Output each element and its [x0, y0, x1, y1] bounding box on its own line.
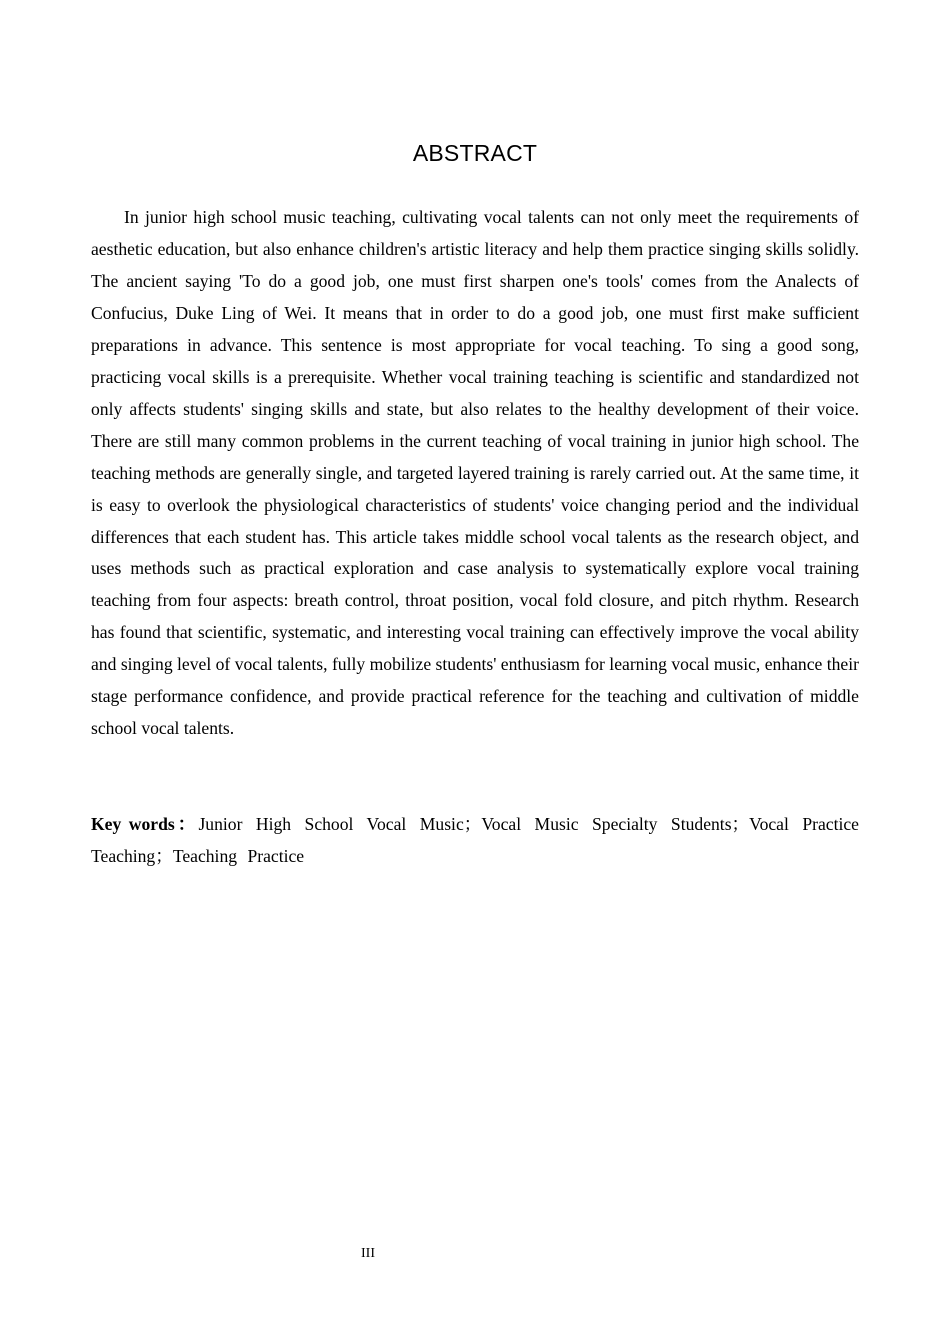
page-number: III — [361, 1246, 375, 1261]
keywords-list: Junior High School Vocal Music；Vocal Music Specialty Students；Vocal Practice Teaching；Teaching Practice — [91, 814, 859, 866]
keywords-paragraph — [91, 809, 859, 872]
abstract-paragraph: In junior high school music teaching, cultivating vocal talents can not only meet the requirements of aesthetic education, but also enhance children's artistic literacy and help them practice singing skills solidly. The ancient saying 'To do a good job, one must first sharpen one's tools' comes from the Analects of Confucius, Duke Ling of Wei. It means that in order to do a good job, one must first make sufficient preparations in advance. This sentence is most appropriate for vocal teaching. To sing a good song, practicing vocal skills is a prerequisite. Whether vocal training teaching is scientific and standardized not only affects students' singing skills and state, but also relates to the healthy development of their voice. There are still many common problems in the current teaching of vocal training in junior high school. The teaching methods are generally single, and targeted layered training is rarely carried out. At the same time, it is easy to overlook the physiological characteristics of students' voice changing period and the individual differences that each student has. This article takes middle school vocal talents as the research object, and uses methods such as practical exploration and case analysis to systematically explore vocal training teaching from four aspects: breath control, throat position, vocal fold closure, and pitch rhythm. Research has found that scientific, systematic, and interesting vocal training can effectively improve the vocal ability and singing level of vocal talents, fully mobilize students' enthusiasm for learning vocal music, enhance their stage performance confidence, and provide practical reference for the teaching and cultivation of middle school vocal talents. — [91, 207, 859, 739]
abstract-title: ABSTRACT — [412, 140, 538, 166]
keywords-label: Key words： — [91, 814, 199, 834]
